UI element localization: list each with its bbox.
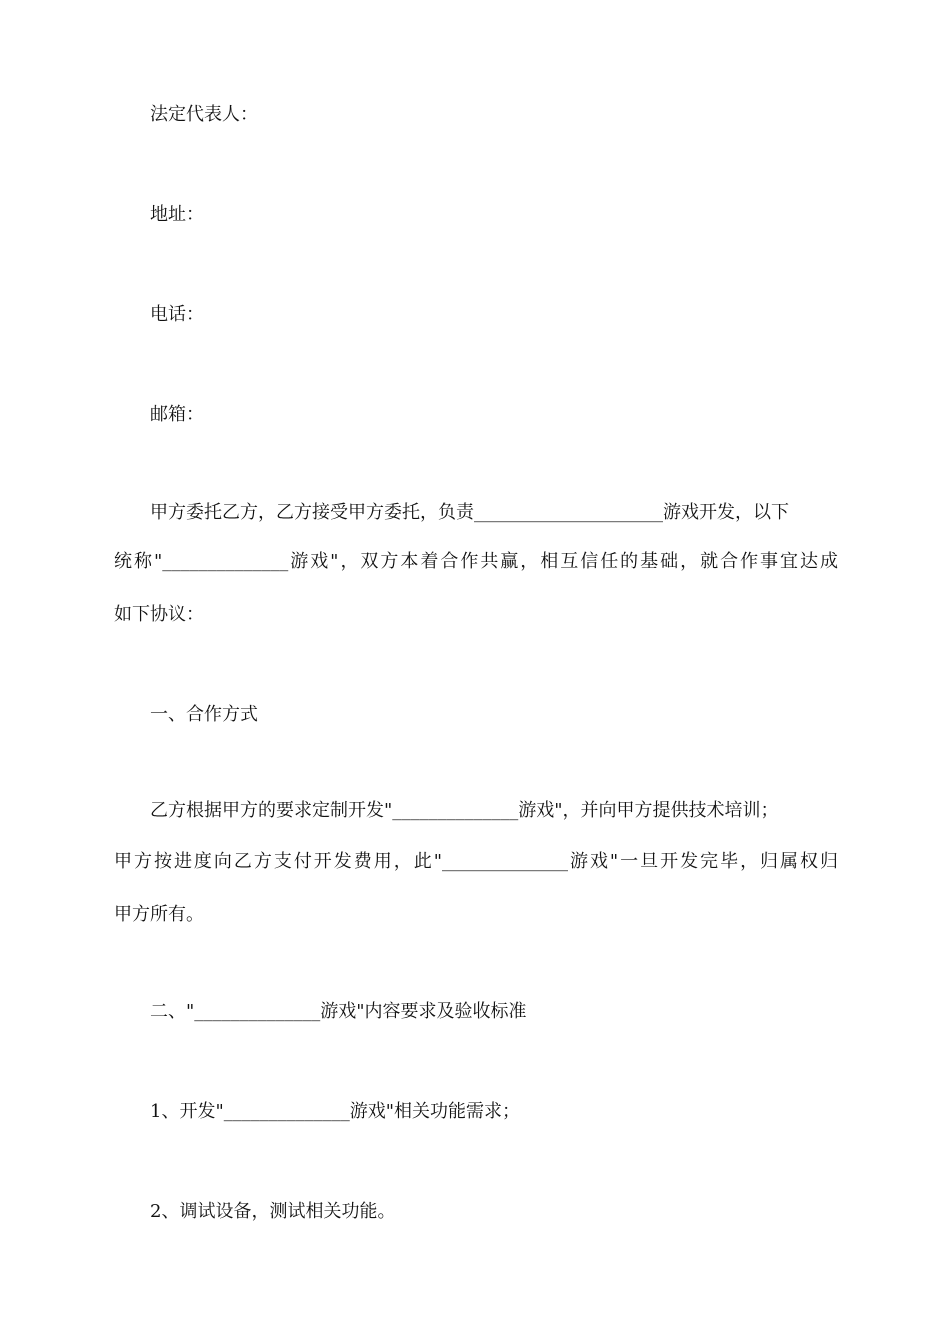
section-1-paragraph-line-1: 乙方根据甲方的要求定制开发"______________游戏"，并向甲方提供技术培训； xyxy=(150,800,779,821)
address-label: 地址： xyxy=(150,204,204,225)
section-1-paragraph-line-3: 甲方所有。 xyxy=(114,904,204,925)
intro-paragraph-line-1: 甲方委托乙方，乙方接受甲方委托，负责_____________________游戏开发，以下 xyxy=(150,502,789,523)
email-label: 邮箱： xyxy=(150,404,204,425)
legal-representative-label: 法定代表人： xyxy=(150,104,258,125)
intro-paragraph-line-3: 如下协议： xyxy=(114,604,204,625)
phone-label: 电话： xyxy=(150,304,204,325)
section-2-item-2: 2、调试设备，测试相关功能。 xyxy=(150,1201,396,1222)
section-1-paragraph-line-2: 甲方按进度向乙方支付开发费用，此"______________游戏"一旦开发完毕，归属权归 xyxy=(114,851,838,872)
intro-paragraph-line-2: 统称"______________游戏"，双方本着合作共赢，相互信任的基础，就合作事宜达成 xyxy=(114,551,838,572)
section-2-heading: 二、"______________游戏"内容要求及验收标准 xyxy=(150,1001,527,1022)
section-2-item-1: 1、开发"______________游戏"相关功能需求； xyxy=(150,1101,521,1122)
section-1-heading: 一、合作方式 xyxy=(150,704,258,725)
